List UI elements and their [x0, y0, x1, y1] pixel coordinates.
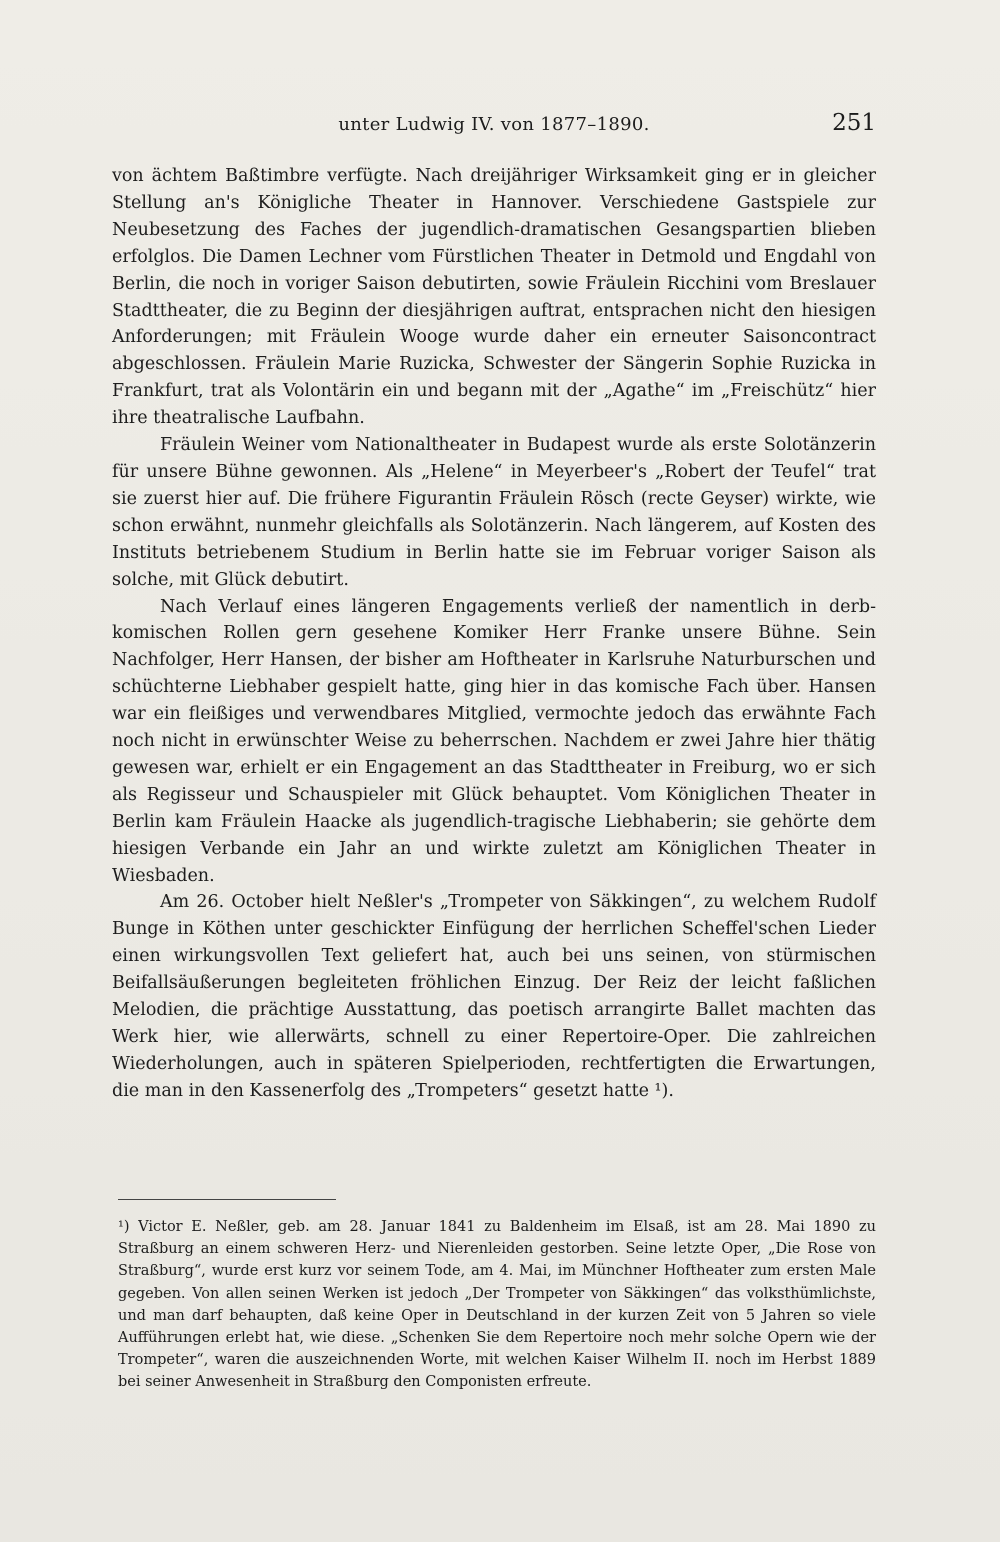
running-head — [112, 110, 876, 142]
footnote: ¹) Victor E. Neßler, geb. am 28. Januar 1841 zu Baldenheim im Elsaß, ist am 28. Mai 1890 zu Straßburg an einem schweren Herz- und Nierenleiden gestorben. Seine letzte Oper, „Die Rose von Straßburg“, wurde erst kurz vor seinem Tode, am 4. Mai, im Münchner Hoftheater zum ersten Male gegeben. Von allen seinen Werken ist jedoch „Der Trompeter von Säkkingen“ das volksthümlichste, und man darf behaupten, daß keine Oper in Deutschland in der kurzen Zeit von 5 Jahren so viele Aufführungen erlebt hat, wie diese. „Schenken Sie dem Repertoire noch mehr solche Opern wie der Trompeter“, waren die auszeichnenden Worte, mit welchen Kaiser Wilhelm II. noch im Herbst 1889 bei seiner Anwesenheit in Straßburg den Componisten erfreute. — [118, 1219, 876, 1391]
paragraph-trompeter: Am 26. October hielt Neßler's „Trompeter von Säkkingen“, zu welchem Rudolf Bunge in Köthen unter geschickter Einfügung der herrlichen Scheffel'schen Lieder einen wirkungsvollen Text geliefert hat, auch bei uns seinen, von stürmischen Beifallsäußerungen begleiteten fröhlichen Einzug. Der Reiz der leicht faßlichen Melodien, die prächtige Ausstattung, das poetisch arrangirte Ballet machten das Werk hier, wie allerwärts, schnell zu einer Repertoire-Oper. Die zahlreichen Wiederholungen, auch in späteren Spielperioden, rechtfertigten die Erwartungen, die man in den Kassenerfolg des „Trompeters“ gesetzt hatte ¹). — [112, 892, 876, 1101]
paragraph-komiker: Nach Verlauf eines längeren Engagements verließ der namentlich in derb-komischen Rollen gern gesehene Komiker Herr Franke unsere Bühne. Sein Nachfolger, Herr Hansen, der bisher am Hoftheater in Karlsruhe Naturburschen und schüchterne Liebhaber gespielt hatte, ging hier in das komische Fach über. Hansen war ein fleißiges und verwendbares Mitglied, vermochte jedoch das erwähnte Fach noch nicht in erwünschter Weise zu beherrschen. Nachdem er zwei Jahre hier thätig gewesen war, erhielt er ein Engagement an das Stadttheater in Freiburg, wo er sich als Regisseur und Schauspieler mit Glück behauptet. Vom Königlichen Theater in Berlin kam Fräulein Haacke als jugendlich-tragische Liebhaberin; sie gehörte dem hiesigen Verbande ein Jahr an und wirkte zuletzt am Königlichen Theater in Wiesbaden. — [112, 596, 876, 886]
running-title: unter Ludwig IV. von 1877–1890. — [338, 114, 650, 135]
paragraph-solotaenzerin: Fräulein Weiner vom Nationaltheater in Budapest wurde als erste Solotänzerin für unsere Bühne gewonnen. Als „Helene“ in Meyerbeer's „Robert der Teufel“ trat sie zuerst hier auf. Die frühere Figurantin Fräulein Rösch (recte Geyser) wirkte, wie schon erwähnt, nunmehr gleichfalls als Solotänzerin. Nach längerem, auf Kosten des Instituts betriebenem Studium in Berlin hatte sie im Februar voriger Saison als solche, mit Glück debutirt. — [112, 435, 876, 590]
paragraph-continuation: von ächtem Baßtimbre verfügte. Nach dreijähriger Wirksamkeit ging er in gleicher Stellung an's Königliche Theater in Hannover. Verschiedene Gastspiele zur Neubesetzung des Faches der jugendlich-dramatischen Gesangspartien blieben erfolglos. Die Damen Lechner vom Fürstlichen Theater in Detmold und Engdahl von Berlin, die noch in voriger Saison debutirten, sowie Fräulein Ricchini vom Breslauer Stadttheater, die zu Beginn der diesjährigen auftrat, entsprachen nicht den hiesigen Anforderungen; mit Fräulein Wooge wurde daher ein erneuter Saisoncontract abgeschlossen. Fräulein Marie Ruzicka, Schwester der Sängerin Sophie Ruzicka in Frankfurt, trat als Volontärin ein und begann mit der „Agathe“ im „Freischütz“ hier ihre theatralische Laufbahn. — [112, 166, 876, 429]
page-number: 251 — [832, 110, 876, 136]
footnote-divider — [118, 1199, 336, 1200]
body-text — [112, 163, 876, 1105]
